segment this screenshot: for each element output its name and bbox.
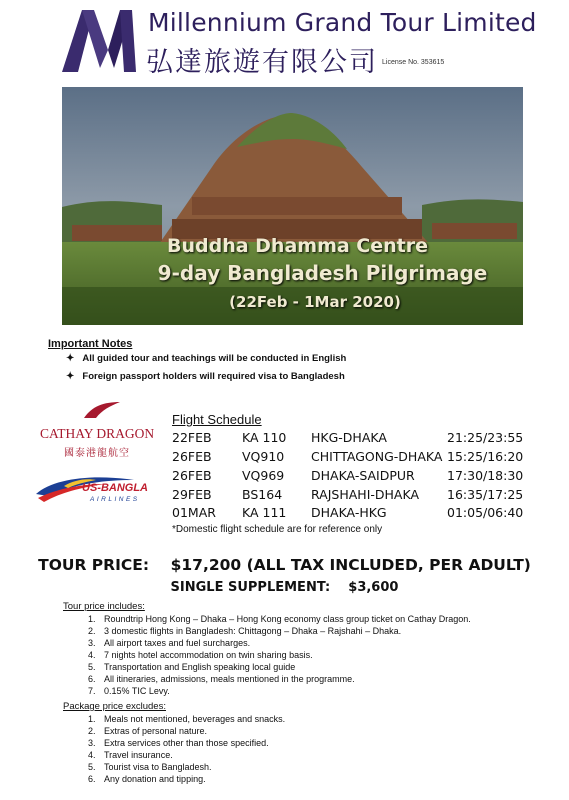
excludes-heading: Package price excludes: (63, 701, 166, 712)
company-name-chinese: 弘達旅遊有限公司 (146, 47, 378, 78)
hero-dates: (22Feb - 1Mar 2020) (229, 293, 401, 311)
single-supplement: SINGLE SUPPLEMENT: $3,600 (170, 580, 399, 595)
temple-photo (62, 87, 523, 325)
company-name: Millennium Grand Tour Limited (148, 8, 537, 37)
license-number: License No. 353615 (382, 59, 445, 66)
cathay-dragon-logo: CATHAY DRAGON 國泰港龍航空 (40, 400, 160, 462)
star-bullet-icon: ✦ (66, 371, 75, 382)
hero-banner (62, 87, 523, 325)
note-item: ✦ Foreign passport holders will required visa to Bangladesh (66, 371, 345, 382)
note-item: ✦ All guided tour and teachings will be conducted in English (66, 353, 347, 364)
important-notes-heading: Important Notes (48, 338, 133, 350)
company-logo (62, 10, 136, 72)
flight-schedule-heading: Flight Schedule (172, 412, 262, 427)
tour-price: TOUR PRICE: $17,200 (ALL TAX INCLUDED, PER ADULT) (38, 556, 531, 574)
star-bullet-icon: ✦ (66, 353, 75, 364)
hero-title: Buddha Dhamma Centre (166, 235, 429, 257)
flight-schedule-note: *Domestic flight schedule are for reference only (172, 524, 383, 535)
includes-heading: Tour price includes: (63, 601, 145, 612)
cathay-wing-icon (82, 400, 122, 420)
hero-subtitle: 9-day Bangladesh Pilgrimage (157, 261, 488, 285)
us-bangla-logo: US-BANGLA AIRLINES (34, 472, 164, 512)
